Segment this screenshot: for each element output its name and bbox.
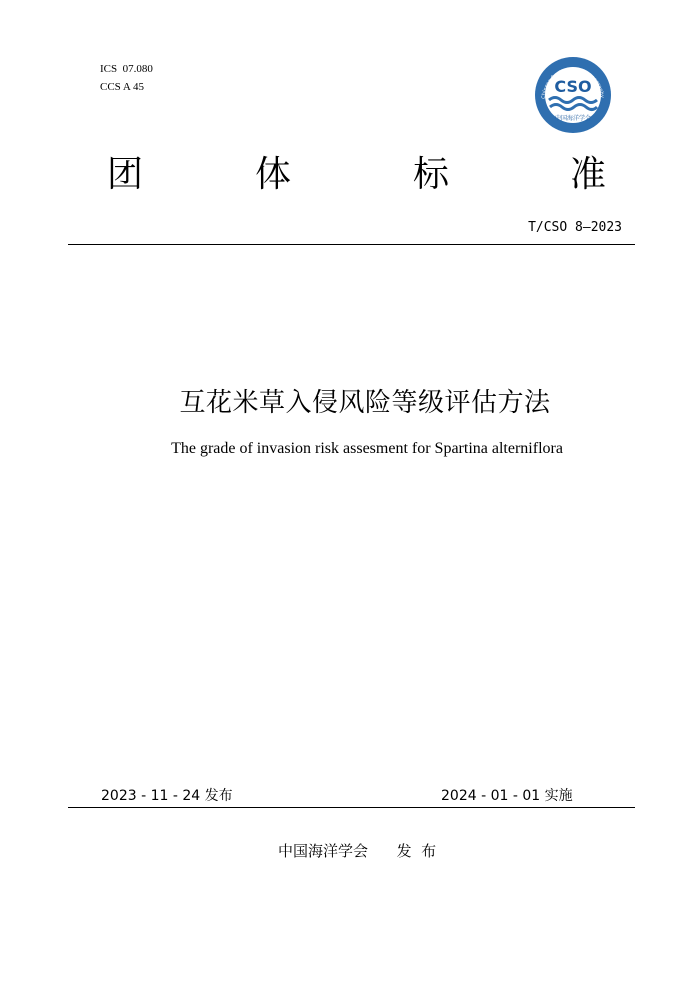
document-type-char: 体 <box>255 154 292 195</box>
title-english: The grade of invasion risk assesment for Spartina alterniflora <box>171 440 563 457</box>
logo-text: CSO <box>554 77 592 96</box>
classification-codes <box>100 60 153 96</box>
bottom-divider <box>68 807 635 808</box>
cso-logo <box>533 55 613 135</box>
release-date: 2023 - 11 - 24 发布 <box>101 788 233 804</box>
title-chinese: 互花米草入侵风险等级评估方法 <box>179 388 551 418</box>
document-type-char: 标 <box>413 154 450 195</box>
document-type-char: 团 <box>107 154 144 195</box>
standard-number: T/CSO 8—2023 <box>528 220 622 235</box>
ccs-code: CCS A 45 <box>100 81 145 93</box>
issuer: 中国海洋学会 发 布 <box>278 842 437 860</box>
top-divider <box>68 244 635 245</box>
document-type-title <box>107 150 607 200</box>
document-type-char: 准 <box>570 154 607 195</box>
logo-ring-text: Chinese Society for Oceanography <box>540 66 606 100</box>
ics-code: ICS 07.080 <box>100 63 153 75</box>
implement-date: 2024 - 01 - 01 实施 <box>441 788 573 804</box>
logo-bottom-text: 中国海洋学会 <box>554 115 592 122</box>
